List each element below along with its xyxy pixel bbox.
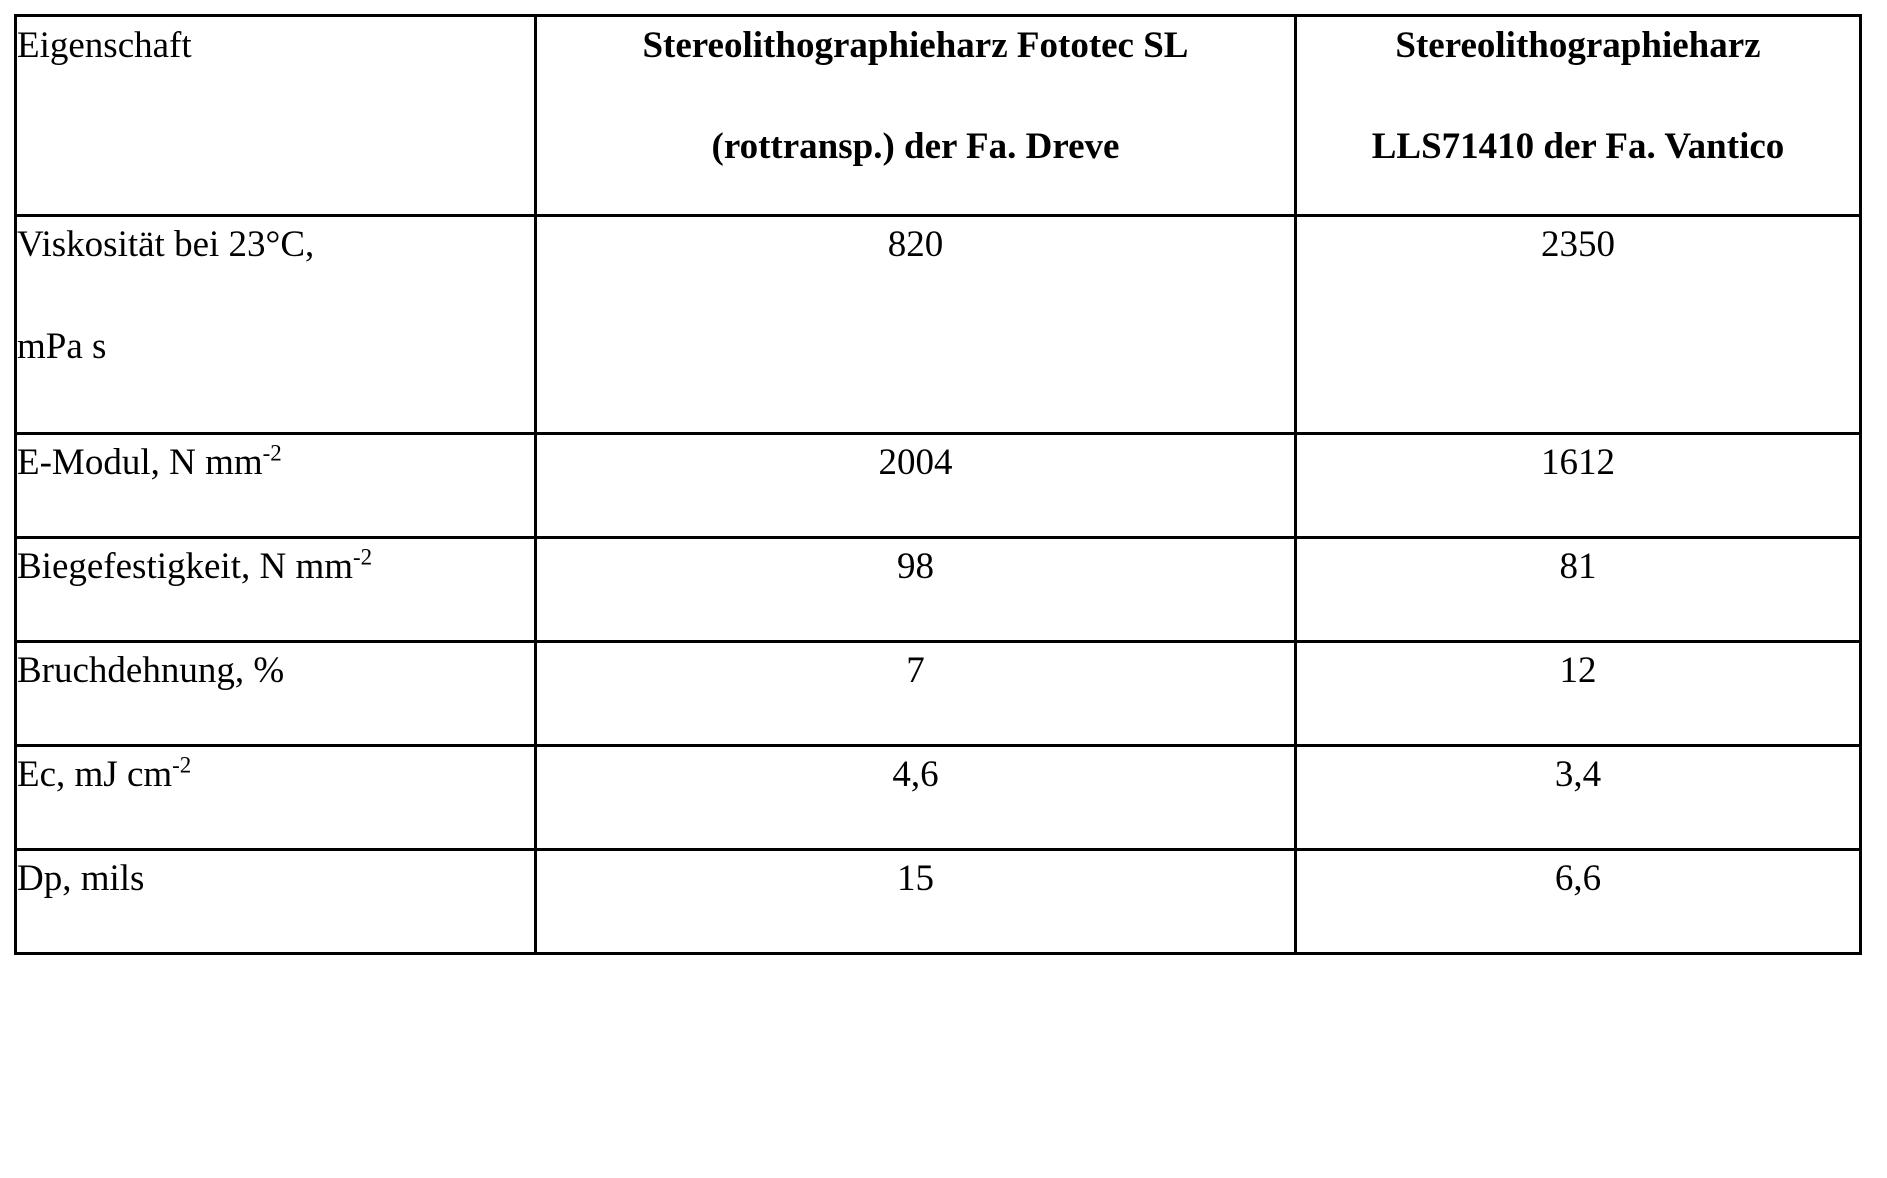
- value-cell-resin-b: [1296, 538, 1861, 642]
- property-label-line1: Bruchdehnung, %: [17, 650, 285, 691]
- value-text: 2350: [1541, 224, 1615, 265]
- value-cell-resin-b: [1296, 746, 1861, 850]
- property-cell-elongation-at-break: [16, 642, 536, 746]
- property-cell-dp: [16, 850, 536, 954]
- value-cell-resin-a: [536, 538, 1296, 642]
- header-resin-a-line1: Stereolithographieharz Fototec SL: [642, 25, 1189, 66]
- value-cell-resin-b: [1296, 216, 1861, 434]
- value-text: 15: [897, 858, 934, 899]
- table-row: [16, 538, 1861, 642]
- header-cell-resin-a: [536, 16, 1296, 216]
- header-cell-resin-b: [1296, 16, 1861, 216]
- value-cell-resin-a: [536, 216, 1296, 434]
- value-cell-resin-a: [536, 642, 1296, 746]
- property-label-line1: Dp, mils: [17, 858, 145, 899]
- value-text: 98: [897, 546, 934, 587]
- value-cell-resin-b: [1296, 642, 1861, 746]
- value-text: 12: [1559, 650, 1597, 691]
- value-text: 1612: [1541, 442, 1615, 483]
- property-label-line1: Ec, mJ cm: [17, 754, 173, 795]
- value-cell-resin-a: [536, 434, 1296, 538]
- value-cell-resin-b: [1296, 850, 1861, 954]
- property-label-line1: Biegefestigkeit, N mm: [17, 546, 354, 587]
- property-label-superscript: -2: [353, 544, 373, 570]
- value-text: 6,6: [1554, 858, 1602, 899]
- property-cell-e-modulus: [16, 434, 536, 538]
- properties-comparison-table: [14, 14, 1862, 955]
- table-row: [16, 850, 1861, 954]
- property-label-line1: E-Modul, N mm: [17, 442, 263, 483]
- value-text: 2004: [878, 442, 953, 483]
- table-row: [16, 642, 1861, 746]
- table-header-row: [16, 16, 1861, 216]
- table-row: [16, 434, 1861, 538]
- table-row: [16, 216, 1861, 434]
- property-cell-flexural-strength: [16, 538, 536, 642]
- property-label-superscript: -2: [172, 752, 192, 778]
- value-text: 4,6: [892, 754, 939, 795]
- header-property-label: Eigenschaft: [17, 25, 192, 66]
- property-label-line1: Viskosität bei 23°C,: [17, 224, 315, 265]
- property-cell-ec: [16, 746, 536, 850]
- value-text: 7: [906, 650, 925, 691]
- header-resin-b-line1: Stereolithographieharz: [1395, 25, 1761, 66]
- value-cell-resin-a: [536, 746, 1296, 850]
- property-cell-viscosity: [16, 216, 536, 434]
- value-cell-resin-b: [1296, 434, 1861, 538]
- value-text: 3,4: [1554, 754, 1602, 795]
- property-label-line2: mPa s: [17, 325, 107, 367]
- header-resin-a-line2: (rottransp.) der Fa. Dreve: [711, 126, 1120, 168]
- header-cell-property: [16, 16, 536, 216]
- property-label-superscript: -2: [262, 440, 282, 466]
- table-row: [16, 746, 1861, 850]
- value-text: 820: [887, 224, 944, 265]
- value-text: 81: [1559, 546, 1597, 587]
- value-cell-resin-a: [536, 850, 1296, 954]
- header-resin-b-line2: LLS71410 der Fa. Vantico: [1371, 126, 1785, 168]
